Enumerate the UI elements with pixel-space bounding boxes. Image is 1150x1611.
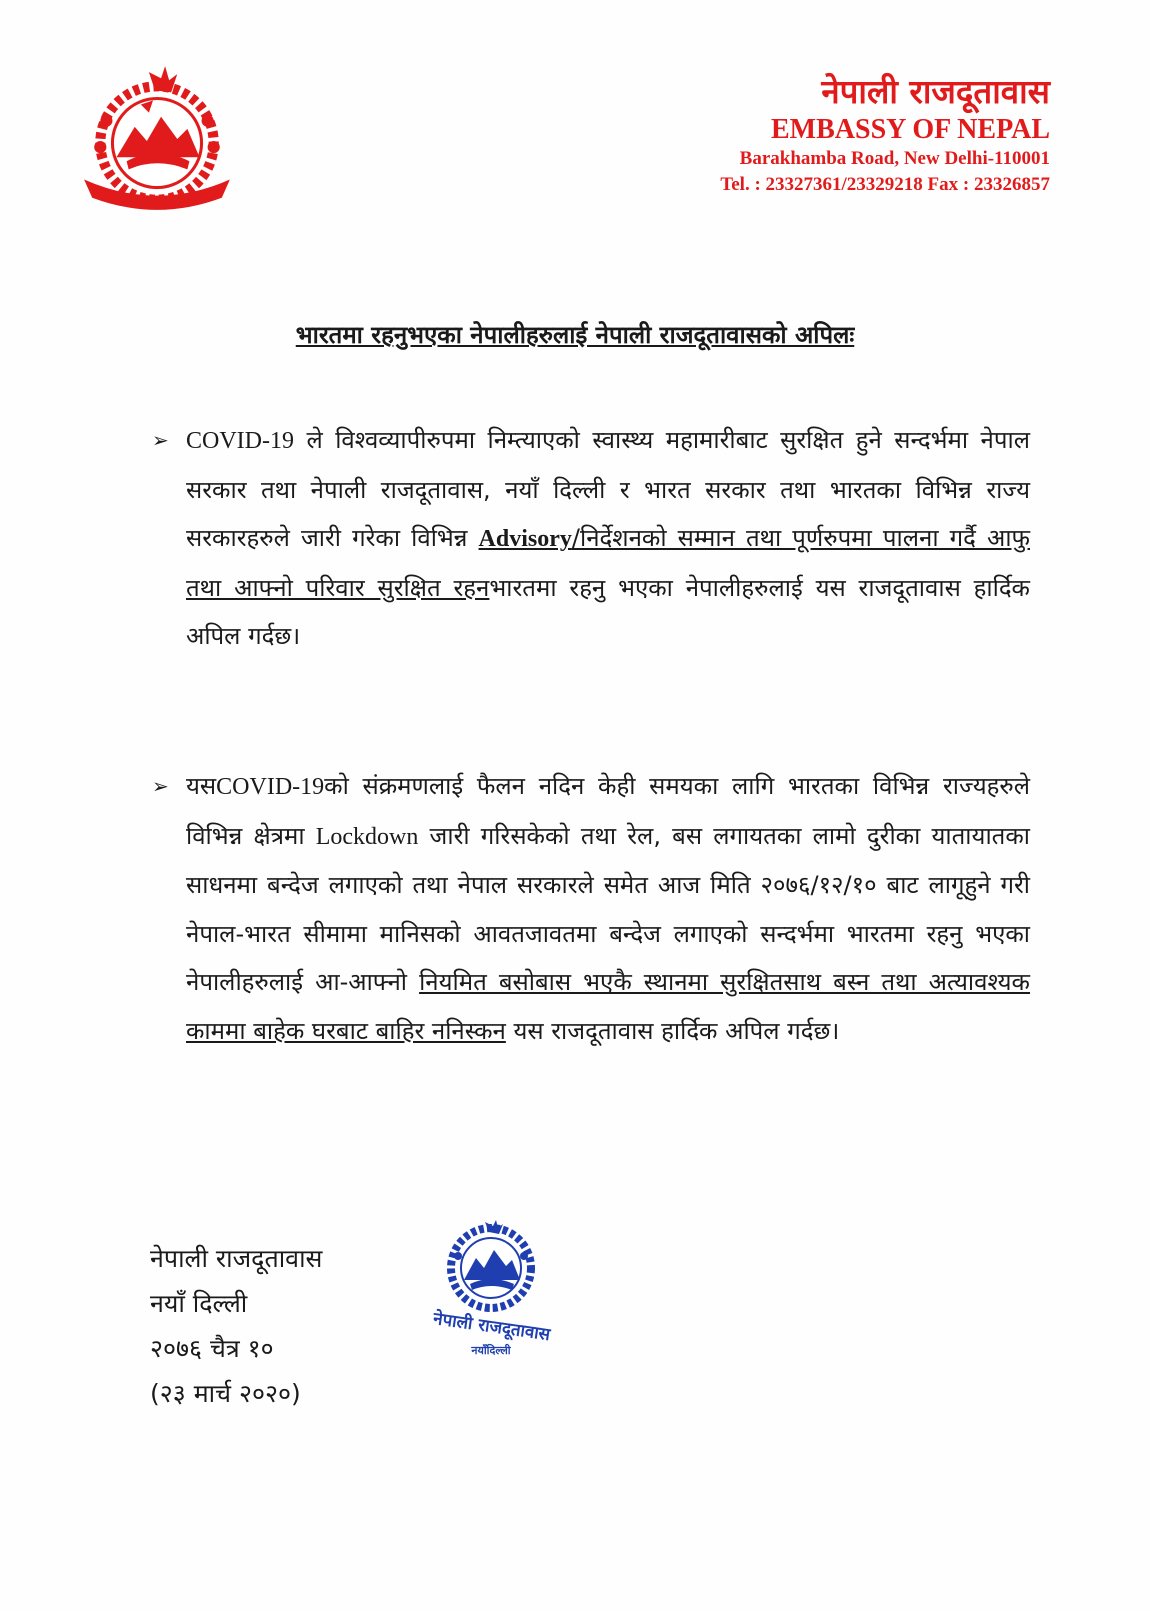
para2-lockdown: Lockdown xyxy=(315,823,419,850)
para2-text-3: जारी गरिसकेको तथा रेल, बस लगायतका लामो दुरीका यातायातका साधनमा बन्देज लगाएको तथा नेपाल सरकारले समेत आज मिति २०७६/१२/१० बाट लागूहुने गरी नेपाल-भारत सीमामा मानिसको आवतजावतमा बन्देज लगाएको सन्दर्भमा भारतमा रहनु भएका नेपालीहरुलाई आ-आफ्नो xyxy=(186,821,1030,996)
para1-underlined-text: /निर्देशनको सम्मान तथा पूर्णरुपमा पालना गर्दै आफु तथा आफ्नो परिवार सुरक्षित रहन xyxy=(186,524,1030,602)
appeal-paragraph-1 xyxy=(152,416,1030,661)
para1-text-2: भारतमा रहनु भएका नेपालीहरुलाई यस राजदूतावास हार्दिक अपिल गर्दछ। xyxy=(186,573,1030,650)
para2-text-2: को संक्रमणलाई फैलन नदिन केही समयका लागि भारतका विभिन्न राज्यहरुले विभिन्न क्षेत्रमा xyxy=(186,772,1030,850)
bullet-arrow-icon: ➢ xyxy=(152,428,169,452)
embassy-address: Barakhamba Road, New Delhi-110001 xyxy=(739,148,1050,169)
signature-block xyxy=(150,1236,322,1416)
stamp-text: नेपाली राजदूतावास xyxy=(431,1308,552,1346)
page-title: भारतमा रहनुभएका नेपालीहरुलाई नेपाली राजदूतावासको अपिलः xyxy=(295,321,855,349)
embassy-name-nepali: नेपाली राजदूतावास xyxy=(821,72,1050,111)
para2-text-4: यस राजदूतावास हार्दिक अपिल गर्दछ। xyxy=(505,1016,840,1045)
signature-city: नयाँ दिल्ली xyxy=(150,1289,248,1318)
letterhead xyxy=(720,72,1050,198)
embassy-stamp-icon xyxy=(418,1220,564,1366)
signature-date-english: (२३ मार्च २०२०) xyxy=(150,1379,301,1408)
para2-underlined-text: नियमित बसोबास भएकै स्थानमा सुरक्षितसाथ बस्न तथा अत्यावश्यक काममा बाहेक घरबाट बाहिर ननिस्कन xyxy=(186,968,1030,1045)
bullet-arrow-icon: ➢ xyxy=(152,774,169,798)
nepal-emblem-icon xyxy=(76,60,238,222)
para2-covid: COVID-19 xyxy=(216,774,325,800)
para2-text-1: यस xyxy=(186,772,217,800)
embassy-name-english: EMBASSY OF NEPAL xyxy=(771,114,1050,145)
embassy-contact: Tel. : 23327361/23329218 Fax : 23326857 xyxy=(720,174,1050,195)
stamp-city: नयाँदिल्ली xyxy=(471,1344,511,1357)
signature-date-nepali: २०७६ चैत्र १० xyxy=(150,1334,274,1363)
para1-covid: COVID-19 xyxy=(186,428,294,454)
para1-advisory: Advisory xyxy=(478,526,572,552)
para1-text-1: ले विश्वव्यापीरुपमा निम्त्याएको स्वास्थ्य महामारीबाट सुरक्षित हुने सन्दर्भमा नेपाल सरकार तथा नेपाली राजदूतावास, नयाँ दिल्ली र भारत सरकार तथा भारतका विभिन्न राज्य सरकारहरुले जारी गरेका विभिन्न xyxy=(186,426,1030,552)
appeal-paragraph-2 xyxy=(152,762,1030,1055)
signature-office: नेपाली राजदूतावास xyxy=(150,1244,323,1273)
